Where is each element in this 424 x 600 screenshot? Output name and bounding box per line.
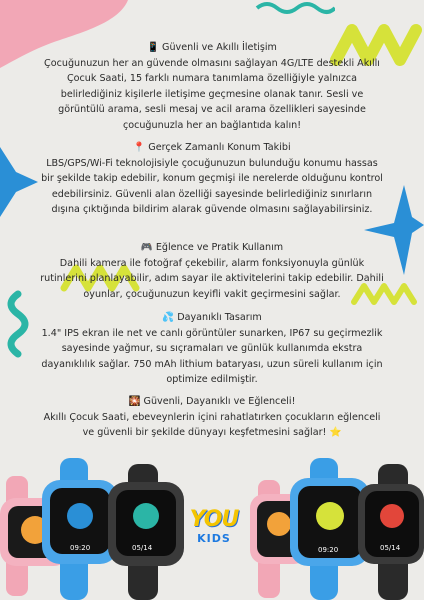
section-title: Dayanıklı Tasarım [177, 312, 262, 323]
you-kids-logo [186, 508, 242, 560]
section-summary [40, 394, 384, 441]
section-body: 1.4" IPS ekran ile net ve canlı görüntüler sunarken, IP67 su geçirmezlik sayesinde yağmur, su sıçramaları ve günlük kullanımda ekstra dayanıklılık sağlar. 750 mAh lithium bataryası, uzun süreli kullanım için optimize edilmiştir. [41, 327, 383, 385]
section-durability [40, 310, 384, 388]
section-heading [40, 40, 384, 56]
section-heading [40, 394, 384, 410]
section-body: Dahili kamera ile fotoğraf çekebilir, alarm fonksiyonuyla günlük rutinlerini planlayabilir, adım sayar ile aktivitelerini takip edebilir. Dahili oyunlar, çocuğunuzun keyifli vakit geçirmesini sağlar. [40, 257, 384, 300]
section-body: Çocuğunuzun her an güvende olmasını sağlayan 4G/LTE destekli Akıllı Çocuk Saati, 15 farklı numara tanımlama özelliğiyle yalnızca belirlediğiniz kişilerle iletişime geçmesine olanak tanır. Sesli ve görüntülü arama, sesli mesaj ve acil arama özellikleri sayesinde çocuğunuzla her an bağlantıda kalın! [44, 57, 380, 131]
logo-you-text: YOU [189, 507, 239, 532]
teal-squiggle-left [0, 290, 40, 360]
section-title: Güvenli ve Akıllı İletişim [162, 42, 277, 53]
section-body: Akıllı Çocuk Saati, ebeveynlerin içini rahatlatırken çocukların eğlenceli ve güvenli bir şekilde dünyayı keşfetmesini sağlar! ⭐ [43, 411, 381, 438]
blue-star-left [0, 142, 40, 222]
section-heading [40, 140, 384, 156]
watch-date-label: 05/14 [132, 544, 153, 552]
logo-kids-text: KIDS [197, 532, 231, 545]
section-heading [40, 310, 384, 326]
watch-time-label: 09:20 [70, 544, 91, 552]
section-title: Gerçek Zamanlı Konum Takibi [148, 142, 291, 153]
section-entertainment [40, 240, 384, 302]
watch-time-label: 09:20 [318, 546, 339, 554]
game-controller-icon: 🎮 [140, 242, 153, 253]
section-heading [40, 240, 384, 256]
section-title: Eğlence ve Pratik Kullanım [155, 242, 284, 253]
wavy-line-top [255, 0, 335, 25]
blue-watch [42, 458, 118, 600]
section-location [40, 140, 384, 218]
black-watch [358, 464, 424, 600]
section-body: LBS/GPS/Wi-Fi teknolojisiyle çocuğunuzun bulunduğu konumu hassas bir şekilde takip edebilir, konum geçmişi ile nerelerde olduğunu kontrol edebilirsiniz. Güvenli alan özelliği sayesinde belirlediğiniz sınırların dışına çıktığında bildirim alarak güvende olmasını sağlayabilirsiniz. [41, 157, 383, 215]
water-drops-icon: 💦 [162, 312, 175, 323]
location-pin-icon: 📍 [133, 142, 146, 153]
black-watch [108, 464, 184, 600]
sparkler-icon: 🎇 [128, 396, 141, 407]
section-communication [40, 40, 384, 133]
section-title: Güvenli, Dayanıklı ve Eğlenceli! [143, 396, 296, 407]
mobile-phone-icon: 📱 [147, 42, 160, 53]
watch-date-label: 05/14 [380, 544, 401, 552]
